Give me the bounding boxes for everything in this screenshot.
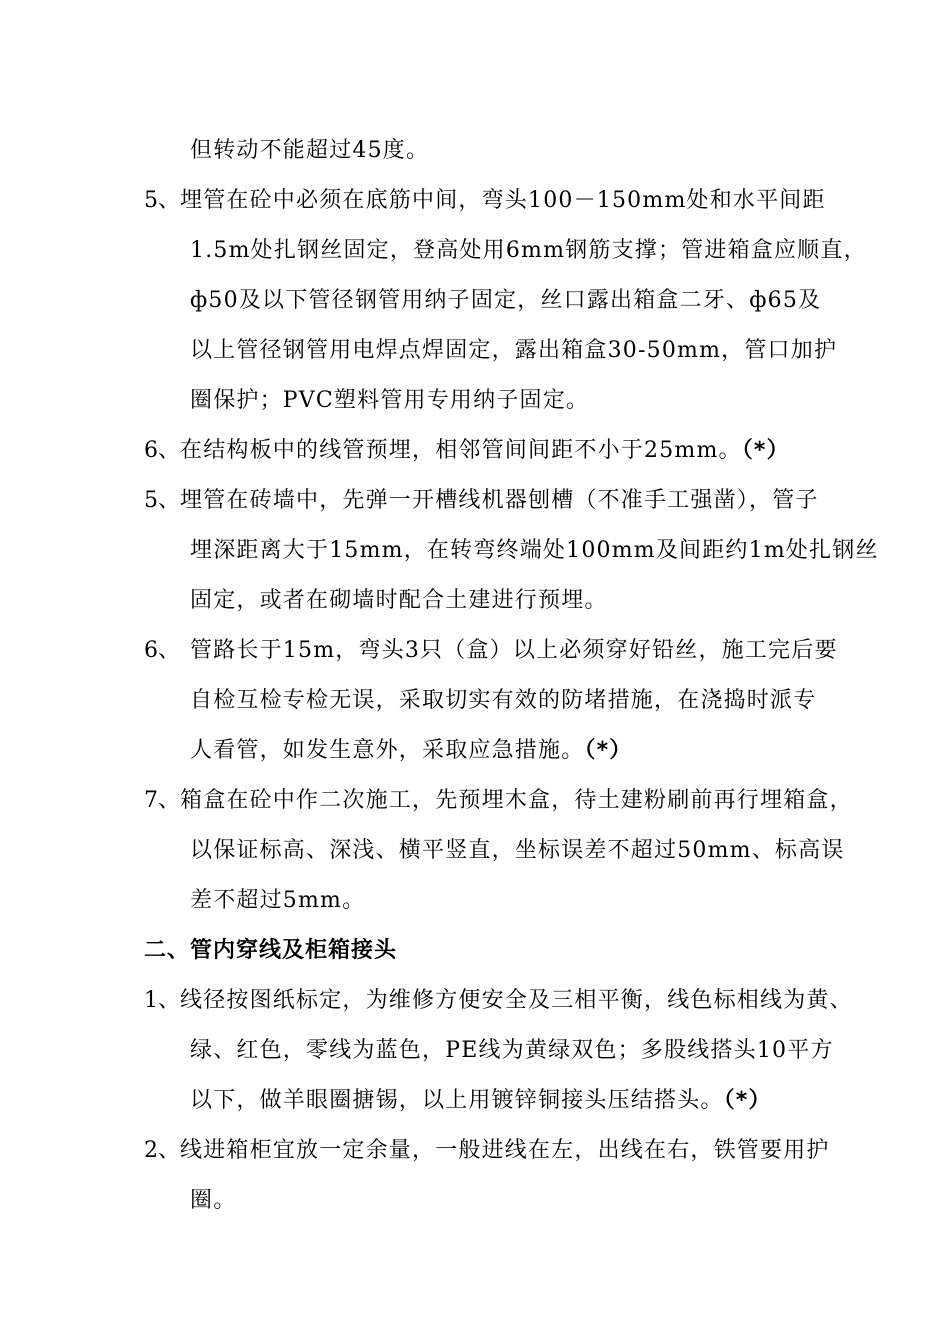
text-content: 在结构板中的线管预埋，相邻管间间距不小于25mm。 bbox=[180, 438, 742, 463]
text-line: 但转动不能超过45度。 bbox=[190, 138, 430, 163]
text-line: 圈。 bbox=[190, 1188, 237, 1213]
text-line: 自检互检专检无误，采取切实有效的防堵措施，在浇捣时派专 bbox=[190, 688, 817, 713]
list-number: 1、 bbox=[144, 988, 180, 1013]
list-number: 6、 bbox=[144, 438, 180, 463]
key-item-mark: （*） bbox=[741, 438, 790, 463]
text-content: 人看管，如发生意外，采取应急措施。 bbox=[190, 738, 585, 763]
key-item-mark: （*） bbox=[584, 738, 633, 763]
list-number: 6、 bbox=[144, 638, 180, 663]
text-line: 固定，或者在砌墙时配合土建进行预埋。 bbox=[190, 588, 608, 613]
text-line: 圈保护；PVC塑料管用专用纳子固定。 bbox=[190, 388, 590, 413]
text-line: 以保证标高、深浅、横平竖直，坐标误差不超过50mm、标高误 bbox=[190, 838, 845, 863]
text-line: 差不超过5mm。 bbox=[190, 888, 366, 913]
list-number: 5、 bbox=[144, 488, 180, 513]
text-line bbox=[180, 436, 790, 466]
text-line bbox=[190, 1086, 772, 1116]
section-heading: 二、管内穿线及柜箱接头 bbox=[144, 938, 398, 963]
list-number: 2、 bbox=[144, 1138, 180, 1163]
text-line: 以上管径钢管用电焊点焊固定，露出箱盒30-50mm，管口加护 bbox=[190, 338, 838, 363]
text-line bbox=[190, 736, 633, 766]
text-line: 埋管在砼中必须在底筋中间，弯头100－150mm处和水平间距 bbox=[180, 188, 826, 213]
text-line: 1.5m处扎钢丝固定，登高处用6mm钢筋支撑；管进箱盒应顺直， bbox=[190, 238, 867, 263]
text-line: 箱盒在砼中作二次施工，先预埋木盒，待土建粉刷前再行埋箱盒， bbox=[180, 788, 853, 813]
list-number: 7、 bbox=[144, 788, 180, 813]
text-line: 管路长于15m，弯头3只（盒）以上必须穿好铅丝，施工完后要 bbox=[190, 638, 838, 663]
text-line: 埋管在砖墙中，先弹一开槽线机器刨槽（不准手工强凿），管子 bbox=[180, 488, 819, 513]
text-line: 线进箱柜宜放一定余量，一般进线在左，出线在右，铁管要用护 bbox=[180, 1138, 830, 1163]
text-content: 以下，做羊眼圈搪锡，以上用镀锌铜接头压结搭头。 bbox=[190, 1088, 724, 1113]
list-number: 5、 bbox=[144, 188, 180, 213]
text-line: 绿、红色，零线为蓝色，PE线为黄绿双色；多股线搭头10平方 bbox=[190, 1038, 834, 1063]
key-item-mark: （*） bbox=[723, 1088, 772, 1113]
text-line: 埋深距离大于15mm，在转弯终端处100mm及间距约1m处扎钢丝 bbox=[190, 538, 879, 563]
text-line: 线径按图纸标定，为维修方便安全及三相平衡，线色标相线为黄、 bbox=[180, 988, 853, 1013]
text-line: ф50及以下管径钢管用纳子固定，丝口露出箱盒二牙、ф65及 bbox=[190, 288, 822, 313]
